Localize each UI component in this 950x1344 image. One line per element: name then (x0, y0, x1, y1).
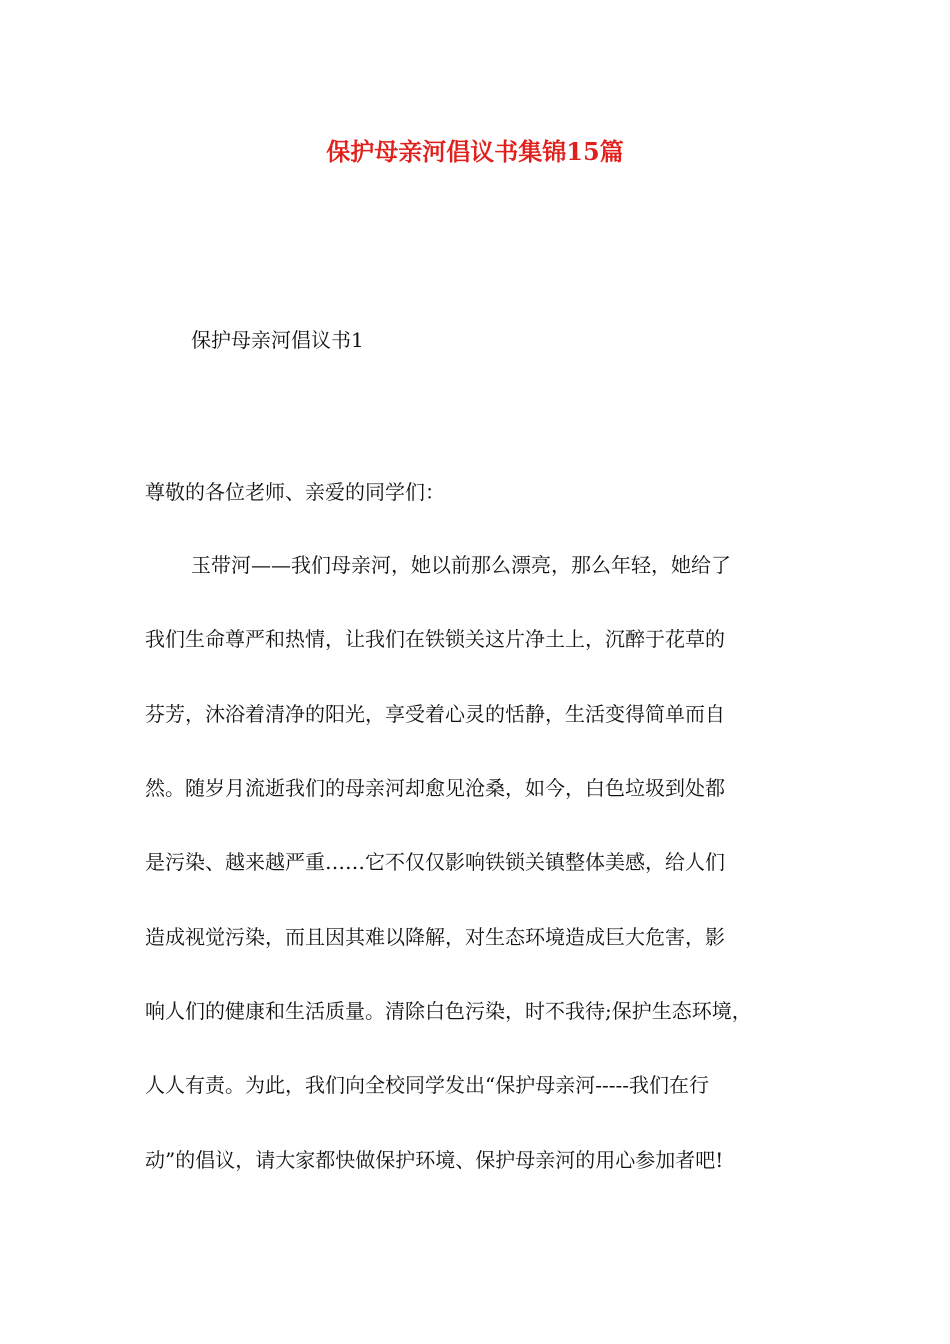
paragraph-line: 造成视觉污染，而且因其难以降解，对生态环境造成巨大危害，影 (145, 925, 725, 949)
paragraph-line: 动”的倡议，请大家都快做保护环境、保护母亲河的用心参加者吧! (145, 1148, 724, 1172)
paragraph-line: 人人有责。为此，我们向全校同学发出“保护母亲河-----我们在行 (145, 1073, 710, 1097)
paragraph-line: 我们生命尊严和热情，让我们在铁锁关这片净土上，沉醉于花草的 (145, 627, 725, 651)
salutation: 尊敬的各位老师、亲爱的同学们： (145, 480, 445, 504)
document-title: 保护母亲河倡议书集锦15篇 (326, 137, 624, 166)
paragraph-line: 响人们的健康和生活质量。清除白色污染，时不我待;保护生态环境， (145, 999, 752, 1023)
section-heading: 保护母亲河倡议书1 (191, 328, 364, 352)
paragraph-line: 玉带河——我们母亲河，她以前那么漂亮，那么年轻，她给了 (191, 553, 731, 577)
paragraph-line: 芬芳，沐浴着清净的阳光，享受着心灵的恬静，生活变得简单而自 (145, 702, 725, 726)
paragraph-line: 然。随岁月流逝我们的母亲河却愈见沧桑，如今，白色垃圾到处都 (145, 776, 725, 800)
paragraph-line: 是污染、越来越严重……它不仅仅影响铁锁关镇整体美感，给人们 (145, 850, 725, 874)
